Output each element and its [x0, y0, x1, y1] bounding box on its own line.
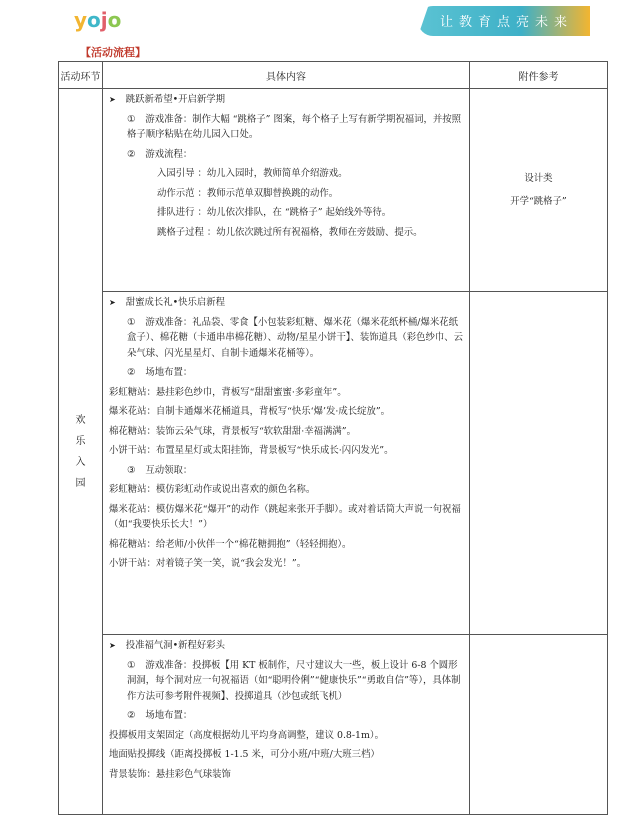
attachment-cell: [470, 89, 608, 292]
section-title: 【活动流程】: [80, 46, 146, 59]
interact-item: 棉花糖站：给老师/小伙伴一个“棉花糖拥抱”（轻轻拥抱）。: [109, 538, 352, 550]
flow-step: 动作示范 ：教师示范单双脚替换跳的动作。: [157, 187, 339, 199]
interact-item: 爆米花站：模仿爆米花“爆开”的动作（跳起来张开手脚）。或对着话筒大声说一句祝福（如“我要快乐长大！”）: [109, 503, 461, 530]
table-row: [59, 635, 608, 815]
stage-cell: [59, 89, 103, 815]
content-cell: [103, 635, 470, 815]
prep-text: ① 游戏准备：投掷板【用 KT 板制作，尺寸建议大一些，板上设计 6-8 个圆形洞洞，每个洞对应一句祝福语（如“聪明伶俐”“健康快乐”“勇敢自信”等），具体制作方法可参考附件视频】、投掷道具（沙包或纸飞机）: [127, 659, 461, 702]
flow-label: ② 游戏流程：: [127, 148, 193, 160]
venue-item: 地面贴投掷线（距离投掷板 1-1.5 米，可分小班/中班/大班三档）: [109, 749, 380, 760]
table-row: [59, 89, 608, 292]
attachment-link[interactable]: 开学“跳格子”: [510, 196, 567, 207]
activity-title: ➤ 投准福气洞•新程好彩头: [109, 640, 225, 651]
interact-item: 彩虹糖站：模仿彩虹动作或说出喜欢的颜色名称。: [109, 484, 316, 495]
interact-label: ③ 互动领取：: [127, 464, 193, 476]
yojo-logo: yojo: [74, 8, 122, 32]
activity-flow-table: [58, 61, 608, 815]
arrow-icon: ➤: [109, 298, 116, 307]
flow-step: 入园引导 ：幼儿入园时，教师简单介绍游戏。: [157, 168, 348, 179]
venue-item: 彩虹糖站：悬挂彩色纱巾，背板写“甜甜蜜蜜·多彩童年”。: [109, 386, 347, 398]
attachment-cell: [470, 635, 608, 815]
content-cell: [103, 292, 470, 635]
venue-item: 爆米花站：自制卡通爆米花桶道具，背板写“快乐‘爆’发·成长绽放”。: [109, 406, 391, 417]
attachment-cell: [470, 292, 608, 635]
header-content: 具体内容: [103, 62, 470, 89]
flow-step: 排队进行 ：幼儿依次排队，在 “跳格子” 起始线外等待。: [157, 207, 392, 218]
arrow-icon: ➤: [109, 95, 116, 104]
table-row: [59, 292, 608, 635]
prep-text: ① 游戏准备：制作大幅 “跳格子” 图案，每个格子上写有新学期祝福词，并按照格子顺序粘贴在幼儿园入口处。: [127, 113, 461, 140]
venue-item: 棉花糖站：装饰云朵气球，背景板写“软软甜甜·幸福满满”。: [109, 425, 356, 437]
table-header-row: [59, 62, 608, 89]
header-banner: [0, 0, 640, 40]
stage-label: 欢 乐 入 园: [75, 414, 86, 489]
venue-label: ② 场地布置：: [127, 367, 193, 378]
arrow-icon: ➤: [109, 641, 116, 650]
header-stage: 活动环节: [59, 62, 103, 89]
header-attachment: 附件参考: [470, 62, 608, 89]
activity-title: ➤ 甜蜜成长礼•快乐启新程: [109, 297, 225, 308]
venue-label: ② 场地布置：: [127, 710, 193, 721]
flow-step: 跳格子过程 ：幼儿依次跳过所有祝福格，教师在旁鼓励、提示。: [157, 226, 423, 238]
slogan-text: 让教育点亮未来: [440, 15, 574, 30]
venue-item: 投掷板用支架固定（高度根据幼儿平均身高调整，建议 0.8-1m）。: [109, 729, 384, 741]
content-cell: [103, 89, 470, 292]
interact-item: 小饼干站：对着镜子笑一笑，说“我会发光！”。: [109, 558, 307, 569]
prep-text: ① 游戏准备：礼品袋、零食【小包装彩虹糖、爆米花（爆米花纸杯桶/爆米花纸盒子）、棉花糖（卡通串串棉花糖）、动物/星星小饼干】、装饰道具（彩色纱巾、云朵气球、闪光星星灯、自制卡通爆米花桶等）。: [127, 316, 463, 359]
venue-item: 小饼干站：布置星星灯或太阳挂饰，背景板写“快乐成长·闪闪发光”。: [109, 445, 394, 456]
venue-item: 背景装饰：悬挂彩色气球装饰: [109, 768, 231, 780]
attachment-category: 设计类: [524, 173, 553, 184]
activity-title: ➤ 跳跃新希望•开启新学期: [109, 94, 225, 105]
